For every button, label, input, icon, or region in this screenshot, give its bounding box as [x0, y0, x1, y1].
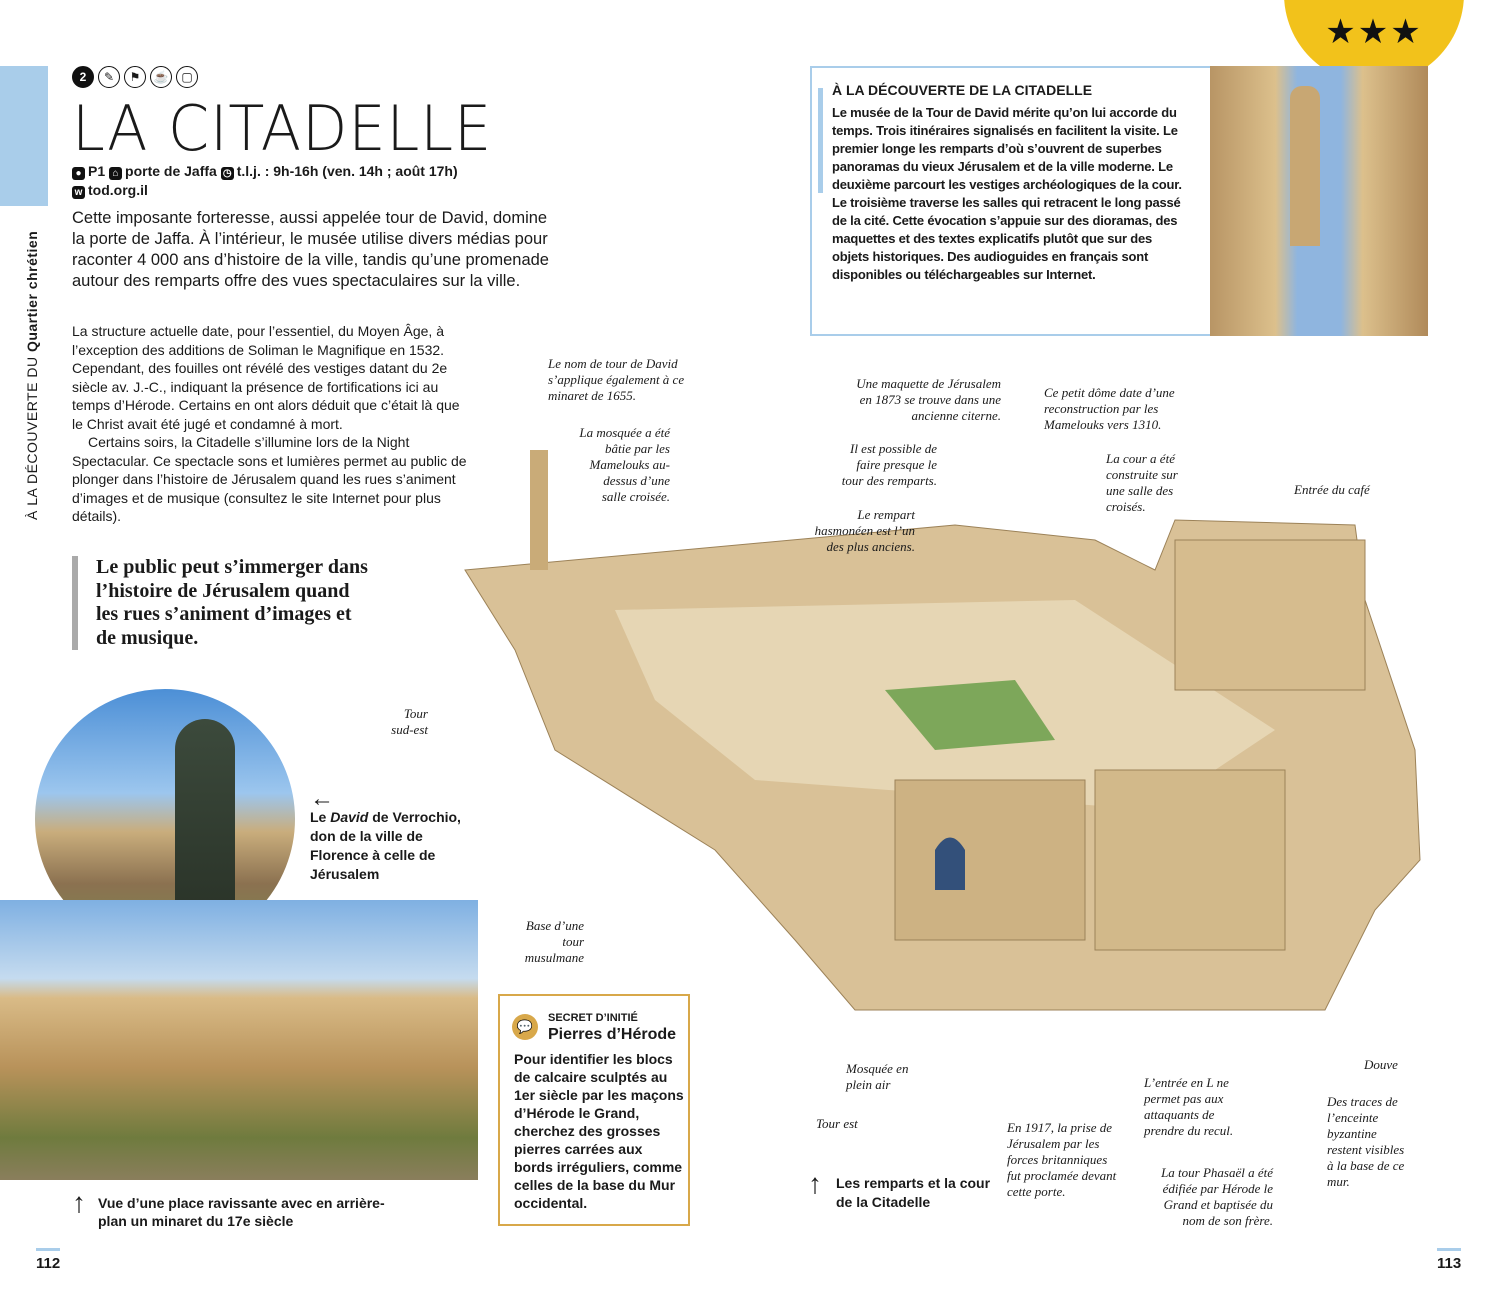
annotation: Base d’une tour musulmane	[524, 918, 584, 965]
statue-figure	[175, 719, 235, 919]
annotation: Il est possible de faire presque le tour des remparts.	[841, 441, 937, 488]
annotation: Entrée du café	[1294, 482, 1370, 497]
insider-secret-box: 💬 SECRET D’INITIÉ Pierres d’Hérode Pour identifier les blocs de calcaire sculptés au 1er siècle par les maçons d’Hérode le Grand, cherchez des grosses pierres carrées aux bords irréguliers, comme celles de la base du Mur occidental.	[498, 994, 690, 1226]
map-icon: ⚑	[124, 66, 146, 88]
pull-quote: Le public peut s’immerger dans l’histoire de Jérusalem quand les rues s’animent d’images et de musique.	[72, 556, 372, 650]
arrow-up-icon: ↑	[808, 1168, 822, 1199]
david-caption: ← Le David de Verrochio, don de la ville de Florence à celle de Jérusalem	[310, 790, 470, 884]
annotation: Mosquée en plein air	[846, 1061, 909, 1092]
annotation: En 1917, la prise de Jérusalem par les forces britanniques fut proclamée devant cette porte.	[1007, 1120, 1117, 1199]
annotation: Ce petit dôme date d’une reconstruction par les Mamelouks vers 1310.	[1044, 385, 1175, 432]
cafe-icon: ☕	[150, 66, 172, 88]
ticket-icon: ✎	[98, 66, 120, 88]
phasael-tower	[1095, 770, 1285, 950]
ramparts-caption: ↑ Les remparts et la cour de la Citadelle	[808, 1168, 991, 1210]
rating-stars: ★★★	[1284, 0, 1464, 84]
annotation: Tour est	[816, 1116, 858, 1131]
body-text: La structure actuelle date, pour l’essentiel, du Moyen Âge, à l’exception des additions de Soliman le Magnifique en 1532. Cependant, des fouilles ont révélé des vestiges datant du 2e siècle av. J.-C., indiquant la présence de fortifications ici au temps d’Hérode. Certains en ont alors déduit que c’était là que le Christ avait été jugé et condamné à mort. Certains soirs, la Citadelle s’illumine lors de la Night Spectacular. Ce spectacle sons et lumières permet au public de plonger dans l’histoire de Jérusalem quand les rues s’animent d’images et de musique (consultez le site Internet pour plus détails).	[72, 323, 467, 524]
annotation: La cour a été construite sur une salle des croisés.	[1106, 451, 1178, 514]
shopping-bag-icon: ▢	[176, 66, 198, 88]
annotation: La mosquée a été bâtie par les Mamelouks au-dessus d’une salle croisée.	[579, 425, 670, 504]
arrow-left-icon: ←	[310, 785, 334, 812]
clock-icon: ◷	[221, 167, 234, 180]
discovery-text: Le musée de la Tour de David mérite qu’on lui accorde du temps. Trois itinéraires signalisés en facilitent la visite. Le premier longe les remparts d’où s’ouvrent de superbes panoramas du vieux Jérusalem et de la ville moderne. Le deuxième parcourt les vestiges archéologiques de la cour. Le troisième traverse les salles qui retracent le long passé de la cité. Cette évocation s’appuie sur des dioramas, des maquettes et des textes explicatifs plutôt que sur des objets historiques. Des audioguides en français sont disponibles ou téléchargeables sur Internet.	[832, 105, 1182, 282]
gate-tower	[895, 780, 1085, 940]
practical-info: ● P1 ⌂ porte de Jaffa ◷ t.l.j. : 9h-16h (ven. 14h ; août 17h) w tod.org.il	[72, 162, 458, 200]
map-pin-icon: ●	[72, 167, 85, 180]
section-color-bar	[0, 66, 48, 206]
citadel-illustration	[455, 450, 1465, 1050]
web-icon: w	[72, 186, 85, 199]
minaret	[530, 450, 548, 570]
discovery-box	[810, 66, 1210, 336]
home-icon: ⌂	[109, 167, 122, 180]
annotation: Le rempart hasmonéen est l’un des plus anciens.	[814, 507, 915, 554]
page-number-right: 113	[1437, 1248, 1461, 1272]
entrance-door	[935, 838, 965, 891]
arrow-up-icon: ↑	[72, 1187, 86, 1218]
intro-text: Cette imposante forteresse, aussi appelée tour de David, domine la porte de Jaffa. À l’intérieur, le musée utilise divers médias pour raconter 4 000 ans d’histoire de la ville, tandis qu’une promenade autour des remparts offre des vues spectaculaires sur la ville.	[72, 209, 549, 290]
discovery-heading: À LA DÉCOUVERTE DE LA CITADELLE	[832, 82, 1093, 98]
annotation: La tour Phasaël a été édifiée par Hérode le Grand et baptisée du nom de son frère.	[1161, 1165, 1273, 1228]
page-number-left: 112	[36, 1248, 60, 1272]
site-number: 2	[72, 66, 94, 88]
annotation: Une maquette de Jérusalem en 1873 se trouve dans une ancienne citerne.	[856, 376, 1001, 423]
minaret-caption: ↑ Vue d’une place ravissante avec en arrière-plan un minaret du 17e siècle	[72, 1187, 385, 1229]
citadel-square-photo	[0, 900, 478, 1180]
tower-of-david-photo	[1210, 66, 1428, 336]
annotation: Le nom de tour de David s’applique également à ce minaret de 1655.	[548, 356, 685, 403]
section-label: À LA DÉCOUVERTE DU Quartier chrétien	[24, 230, 40, 520]
website-link[interactable]: tod.org.il	[88, 182, 148, 198]
annotation: L’entrée en L ne permet pas aux attaquants de prendre du recul.	[1144, 1075, 1234, 1138]
annotation: Douve	[1364, 1057, 1398, 1072]
speech-bubble-icon: 💬	[512, 1014, 538, 1040]
page-title: LA CITADELLE	[72, 92, 493, 165]
category-icons	[72, 66, 198, 88]
cafe-tower	[1175, 540, 1365, 690]
annotation: Des traces de l’enceinte byzantine restent visibles à la base de ce mur.	[1327, 1094, 1405, 1189]
annotation: Tour sud-est	[391, 706, 428, 737]
